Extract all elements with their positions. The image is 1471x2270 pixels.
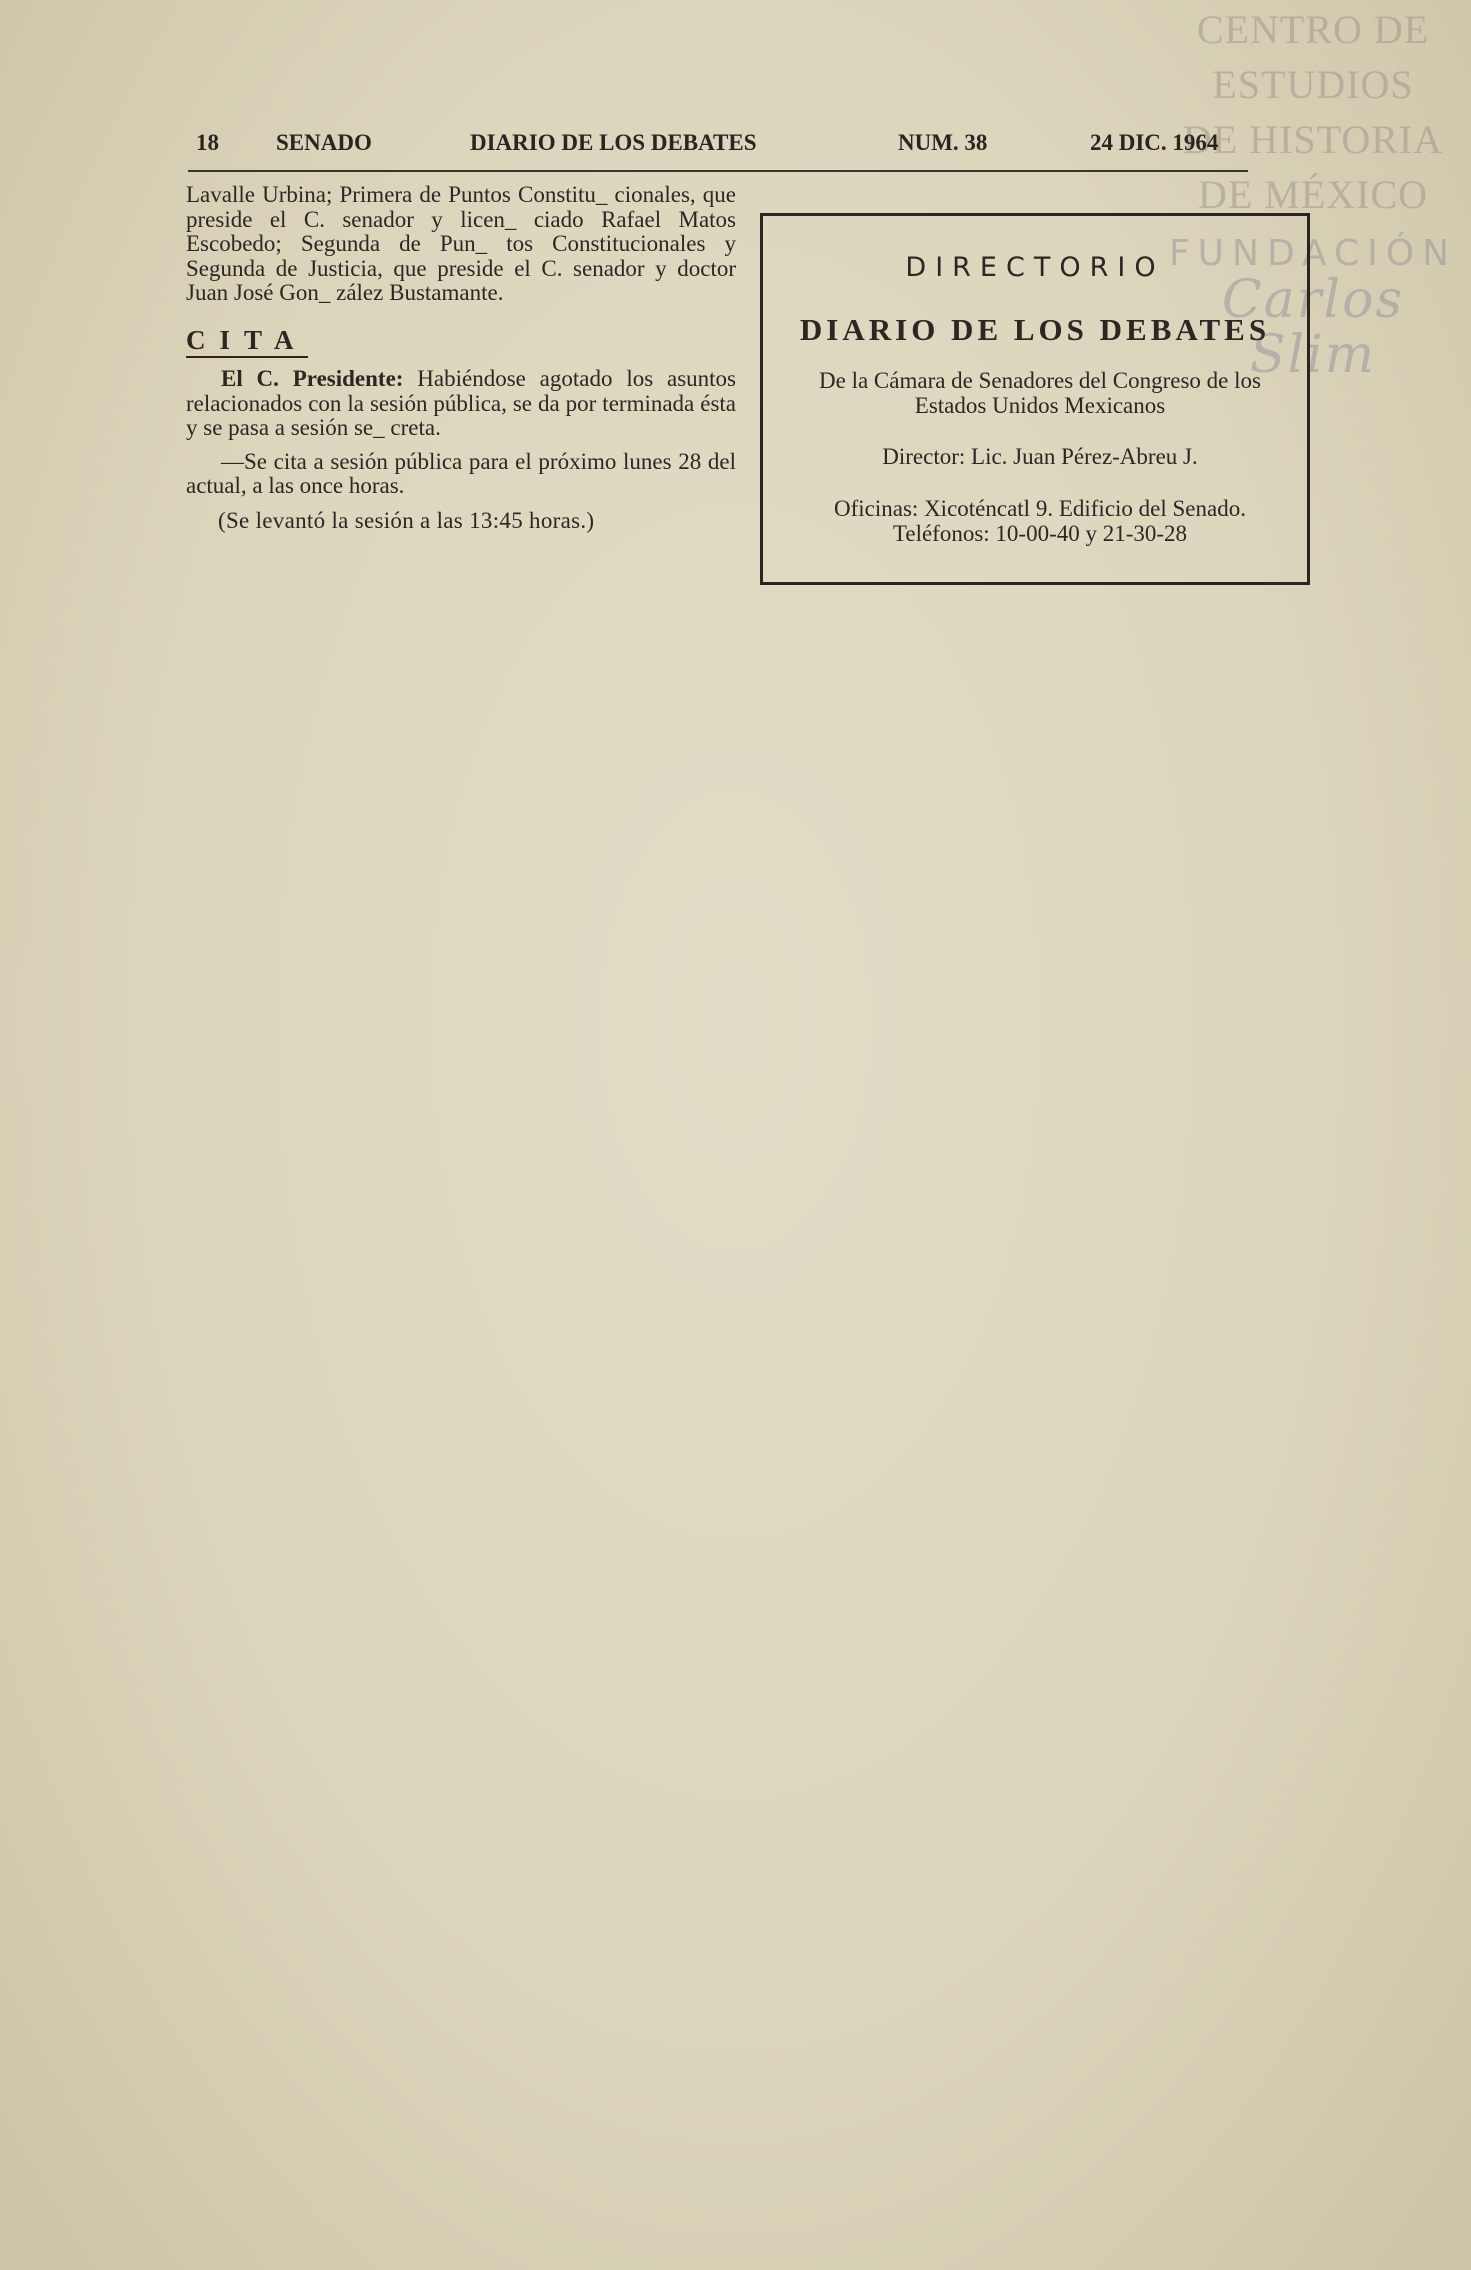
page-header <box>196 130 1236 160</box>
page-number: 18 <box>196 130 219 155</box>
directory-director: Director: Lic. Juan Pérez-Abreu J. <box>882 444 1198 469</box>
watermark-line: DE MÉXICO <box>1197 172 1429 217</box>
president-speech <box>186 367 736 441</box>
watermark-line: DE HISTORIA <box>1182 117 1444 162</box>
directory-title: DIRECTORIO <box>905 252 1165 283</box>
publication-name: DIARIO DE LOS DEBATES <box>470 130 757 155</box>
left-column <box>186 183 736 533</box>
header-divider <box>188 170 1248 172</box>
watermark-line: CENTRO DE <box>1196 7 1430 52</box>
directory-box <box>760 213 1310 585</box>
directory-offices: Oficinas: Xicoténcatl 9. Edificio del Senado. Teléfonos: 10-00-40 y 21-30-28 <box>834 496 1246 546</box>
speech-text: Habiéndose agotado los asuntos relacionados con la sesión pública, se da por terminada ésta y se pasa a sesión se_ creta. <box>186 366 736 440</box>
intro-paragraph: Lavalle Urbina; Primera de Puntos Constitu_ cionales, que preside el C. senador y licen_ ciado Rafael Matos Escobedo; Segunda de Pun_ tos Constitucionales y Segunda de Justicia, que preside el C. senador y doctor Juan José Gon_ zález Bustamante. <box>186 182 736 305</box>
watermark-signature: Carlos Slim <box>1221 270 1405 385</box>
issue-date: 24 DIC. 1964 <box>1090 130 1219 155</box>
directory-description: De la Cámara de Senadores del Congreso de los Estados Unidos Mexicanos <box>819 368 1261 418</box>
directory-publication: DIARIO DE LOS DEBATES <box>799 312 1271 347</box>
citation-paragraph: —Se cita a sesión pública para el próximo lunes 28 del actual, a las once horas. <box>186 448 736 498</box>
issue-number: NUM. 38 <box>898 130 988 155</box>
watermark-foundation: FUNDACIÓN <box>1168 233 1458 274</box>
watermark-line: ESTUDIOS <box>1212 62 1414 107</box>
section-title: CITA <box>186 328 308 359</box>
chamber-name: SENADO <box>276 130 372 155</box>
speaker-label: El C. Presidente: <box>221 366 404 391</box>
closing-note: (Se levantó la sesión a las 13:45 horas.) <box>218 507 595 533</box>
